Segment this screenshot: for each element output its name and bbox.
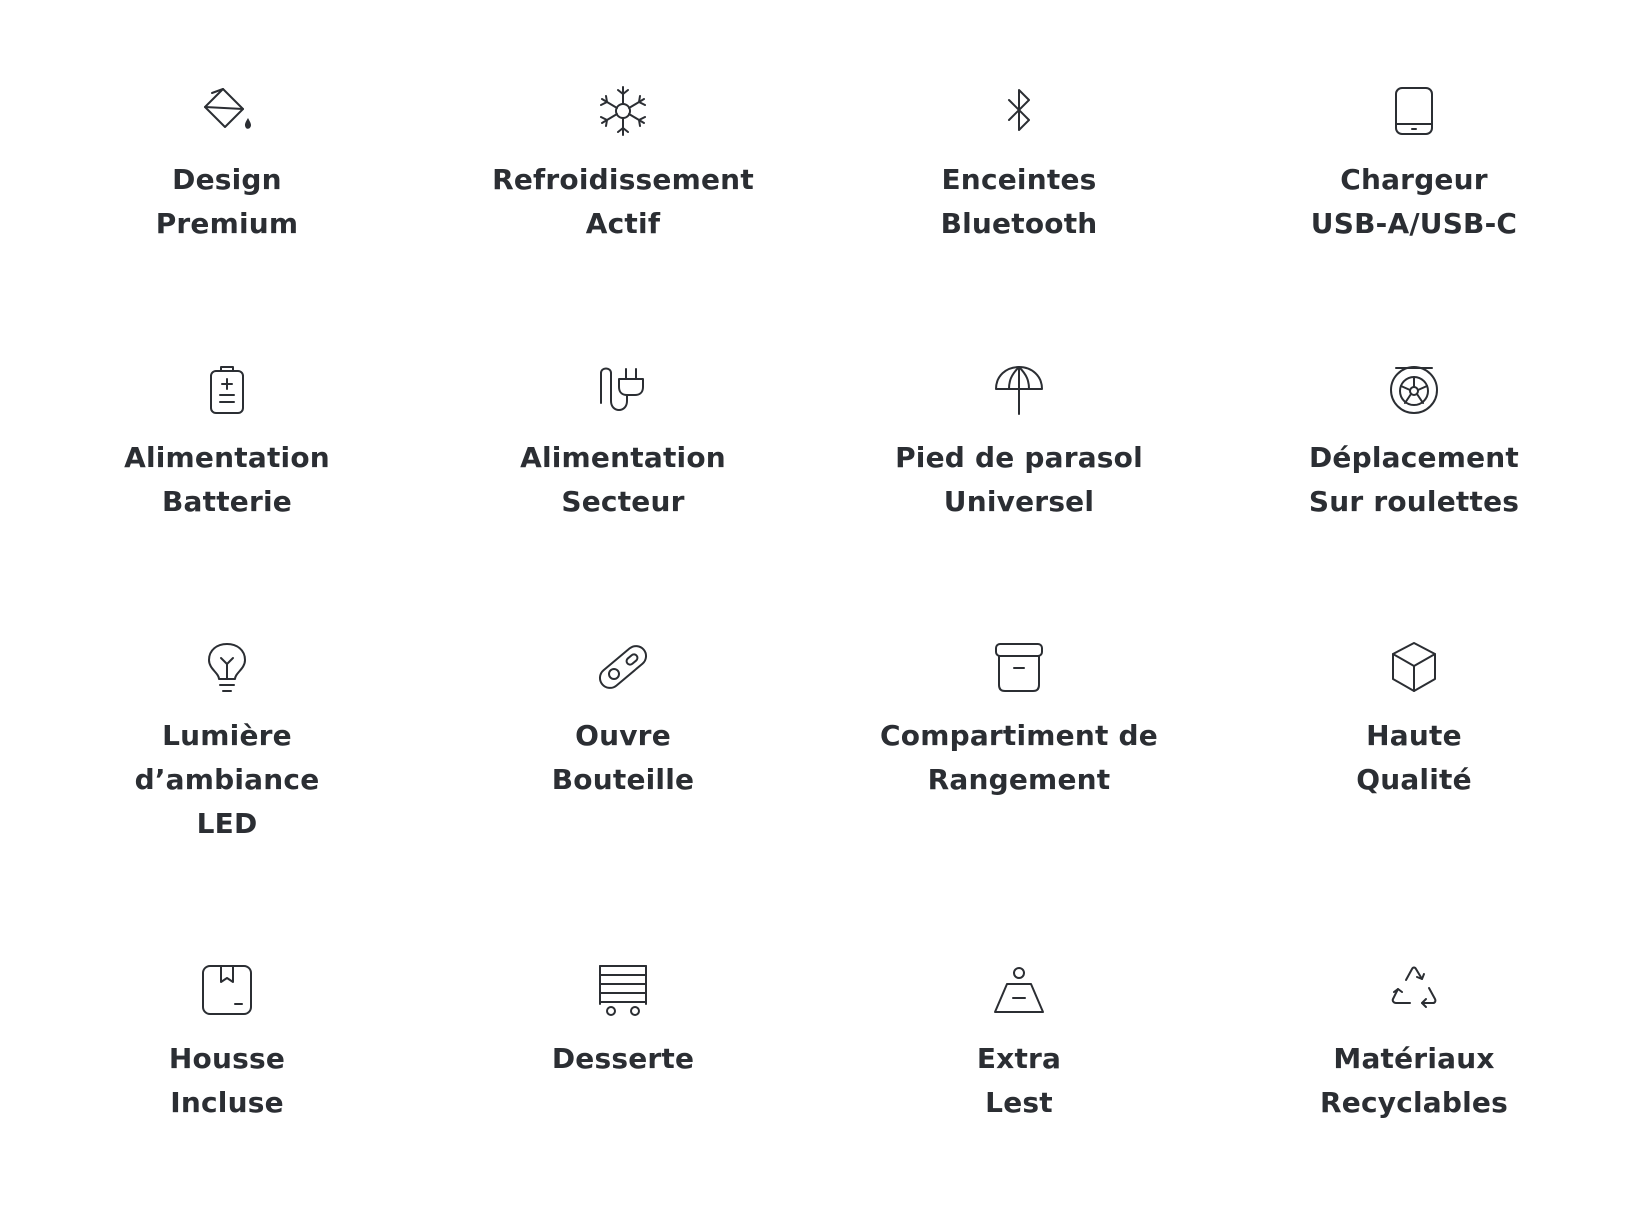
feature-label-line: Bouteille [551, 763, 695, 796]
feature-label-line: Universel [943, 485, 1095, 518]
feature-label-line: Secteur [561, 485, 685, 518]
paint-bucket-icon [199, 83, 255, 139]
feature-housse-incluse [29, 962, 425, 1125]
feature-label-line: Design [172, 163, 282, 196]
cart-icon [595, 962, 651, 1018]
feature-label [552, 1037, 694, 1081]
recycle-icon [1386, 962, 1442, 1018]
feature-label-line: Ouvre [575, 719, 671, 752]
feature-label-line: d’ambiance [134, 763, 320, 796]
feature-label-line: Matériaux [1333, 1042, 1495, 1075]
feature-haute-qualite [1216, 639, 1612, 802]
feature-label-line: Compartiment de [880, 719, 1158, 752]
feature-label-line: Lumière [162, 719, 292, 752]
feature-label [880, 714, 1158, 802]
feature-label-line: Housse [168, 1042, 286, 1075]
feature-materiaux-recyclables [1216, 962, 1612, 1125]
package-icon [199, 962, 255, 1018]
feature-label-line: Alimentation [124, 441, 330, 474]
feature-pied-de-parasol [821, 361, 1217, 524]
feature-alimentation-secteur [425, 361, 821, 524]
weight-icon [991, 962, 1047, 1018]
feature-label [169, 1037, 285, 1125]
feature-label-line: Alimentation [520, 441, 726, 474]
feature-label [1311, 158, 1517, 246]
feature-label [552, 714, 694, 802]
feature-label-line: Desserte [551, 1042, 695, 1075]
feature-extra-lest [821, 962, 1217, 1125]
archive-box-icon [991, 639, 1047, 695]
feature-label [135, 714, 320, 846]
battery-icon [199, 361, 255, 417]
feature-label-line: Lest [985, 1086, 1053, 1119]
feature-label [941, 158, 1098, 246]
feature-label [895, 436, 1143, 524]
feature-label-line: Haute [1366, 719, 1462, 752]
snowflake-icon [595, 83, 651, 139]
feature-chargeur-usb [1216, 83, 1612, 246]
feature-enceintes-bluetooth [821, 83, 1217, 246]
feature-desserte [425, 962, 821, 1081]
feature-label [124, 436, 330, 524]
feature-ouvre-bouteille [425, 639, 821, 802]
feature-label-line: USB-A/USB-C [1310, 207, 1518, 240]
feature-label-line: Batterie [161, 485, 292, 518]
feature-label-line: Qualité [1356, 763, 1472, 796]
feature-label [520, 436, 726, 524]
feature-label-line: Sur roulettes [1308, 485, 1520, 518]
feature-label [156, 158, 299, 246]
feature-label-line: Refroidissement [492, 163, 754, 196]
feature-deplacement-roulettes [1216, 361, 1612, 524]
feature-label-line: Bluetooth [940, 207, 1098, 240]
wheel-icon [1386, 361, 1442, 417]
feature-label-line: Rangement [927, 763, 1111, 796]
feature-label-line: Déplacement [1308, 441, 1520, 474]
lightbulb-icon [199, 639, 255, 695]
feature-label-line: Recyclables [1320, 1086, 1508, 1119]
feature-label-line: Chargeur [1340, 163, 1488, 196]
feature-label-line: LED [196, 807, 258, 840]
feature-label [977, 1037, 1061, 1125]
feature-design-premium [29, 83, 425, 246]
umbrella-icon [991, 361, 1047, 417]
feature-label-line: Actif [585, 207, 661, 240]
feature-label [1309, 436, 1519, 524]
feature-label [1320, 1037, 1508, 1125]
feature-label-line: Extra [976, 1042, 1062, 1075]
feature-lumiere-led [29, 639, 425, 846]
feature-compartiment-rangement [821, 639, 1217, 802]
feature-label-line: Incluse [170, 1086, 284, 1119]
plug-icon [595, 361, 651, 417]
feature-label [492, 158, 754, 246]
tablet-icon [1386, 83, 1442, 139]
feature-refroidissement-actif [425, 83, 821, 246]
feature-label-line: Enceintes [941, 163, 1097, 196]
cube-icon [1386, 639, 1442, 695]
bluetooth-icon [991, 83, 1047, 139]
feature-label-line: Pied de parasol [895, 441, 1143, 474]
feature-label [1356, 714, 1472, 802]
bottle-opener-icon [595, 639, 651, 695]
feature-alimentation-batterie [29, 361, 425, 524]
feature-label-line: Premium [155, 207, 299, 240]
